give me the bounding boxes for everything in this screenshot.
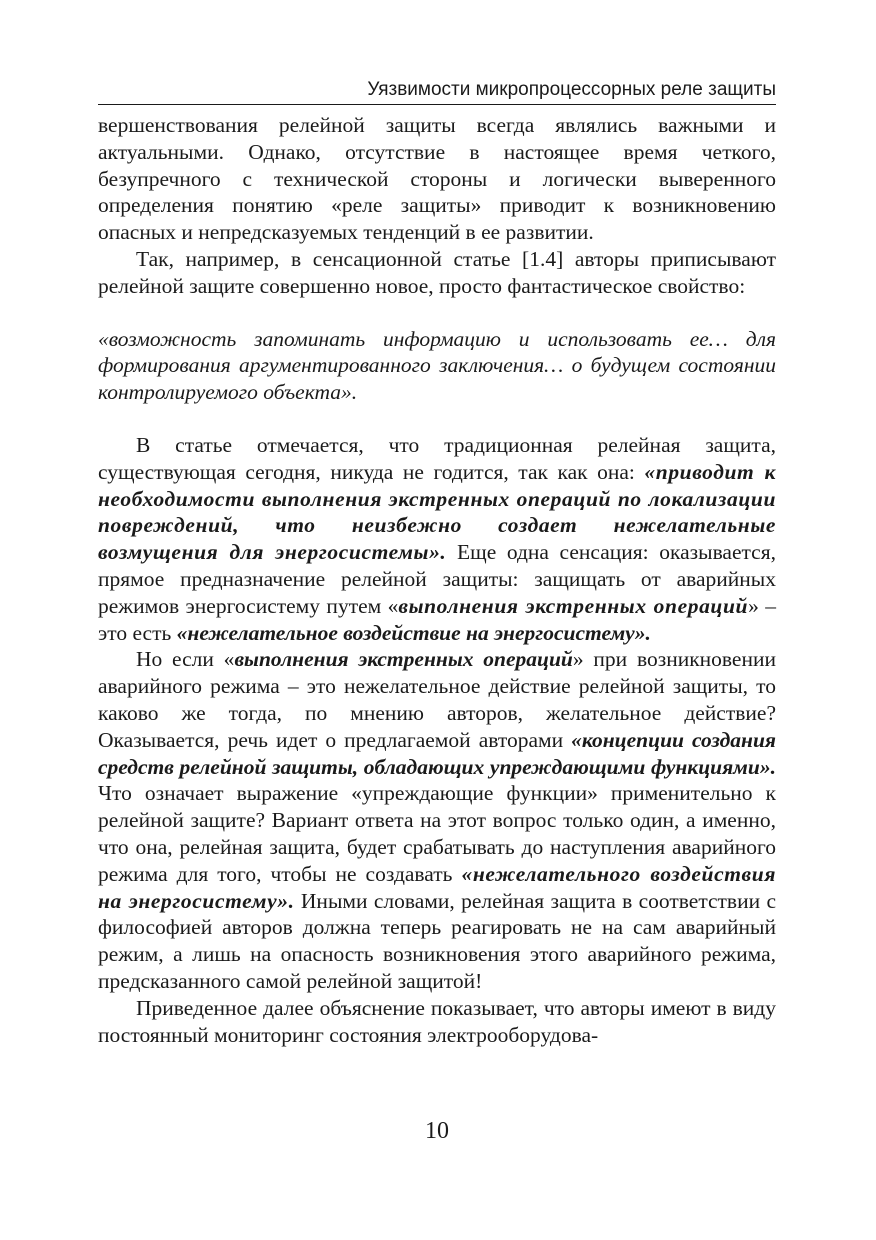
page-number: 10 — [425, 1118, 449, 1144]
block-quote: «возможность запоминать информацию и использовать ее… для формирования аргументированного заключения… о будущем состоянии контролируемого объекта». — [98, 326, 776, 405]
paragraph-4-emphasis-3: «нежелательного воздействия на энергосистему». — [98, 861, 776, 913]
paragraph-3-emphasis-3: «нежелательное воздействие на энергосистему». — [176, 620, 651, 645]
paragraph-3-emphasis-2: выполнения экстренных операций — [398, 593, 749, 618]
paragraph-3-text-3: » – это есть — [98, 593, 776, 645]
paragraph-4-text-2: » при возникновении аварийного режима – это нежелательное действие релейной защиты, то каково же тогда, по мнению авторов, желательное действие? Оказывается, речь идет о предлагаемой авторами — [98, 647, 776, 752]
paragraph-1: вершенствования релейной защиты всегда являлись важными и актуальными. Однако, отсутствие в настоящее время четкого, безупречного с технической стороны и логически выверенного определения понятию «реле защиты» приводит к возникновению опасных и непредсказуемых тенденций в ее развитии. — [98, 113, 776, 245]
header-rule — [98, 104, 776, 105]
paragraph-3 — [98, 432, 776, 646]
paragraph-4-text-4: Иными словами, релейная защита в соответствии с философией авторов должна теперь реагировать не на сам аварийный режим, а лишь на опасность возникновения этого аварийного режима, предсказанного самой релейной защитой! — [98, 888, 776, 993]
paragraph-3-text-1: В статье отмечается, что традиционная релейная защита, существующая сегодня, никуда не годится, так как она: — [98, 432, 776, 484]
paragraph-3-emphasis-1: «приводит к необходимости выполнения экстренных операций по локализации повреждений, что неизбежно создает нежелательные возмущения для энергосистемы». — [98, 459, 776, 565]
paragraph-4-text-1: Но если « — [136, 647, 235, 672]
paragraph-5: Приведенное далее объяснение показывает, что авторы имеют в виду постоянный мониторинг состояния электрооборудова- — [98, 995, 776, 1047]
paragraph-4-emphasis-2: «концепции создания средств релейной защиты, обладающих упреждающими функциями». — [98, 727, 776, 779]
paragraph-3-text-2: Еще одна сенсация: оказывается, прямое предназначение релейной защиты: защищать от аварийных режимов энергосистему путем « — [98, 540, 776, 618]
running-header: Уязвимости микропроцессорных реле защиты — [367, 79, 776, 100]
paragraph-4-text-3: Что означает выражение «упреждающие функции» применительно к релейной защите? Вариант ответа на этот вопрос только один, а именно, что она, релейная защита, будет срабатывать до наступления аварийного режима для того, чтобы не создавать — [98, 781, 776, 886]
paragraph-4-emphasis-1: выполнения экстренных операций — [234, 647, 573, 672]
paragraph-4 — [98, 646, 776, 994]
paragraph-2: Так, например, в сенсационной статье [1.4] авторы приписывают релейной защите совершенно новое, просто фантастическое свойство: — [98, 246, 776, 298]
body-text — [98, 112, 776, 1048]
